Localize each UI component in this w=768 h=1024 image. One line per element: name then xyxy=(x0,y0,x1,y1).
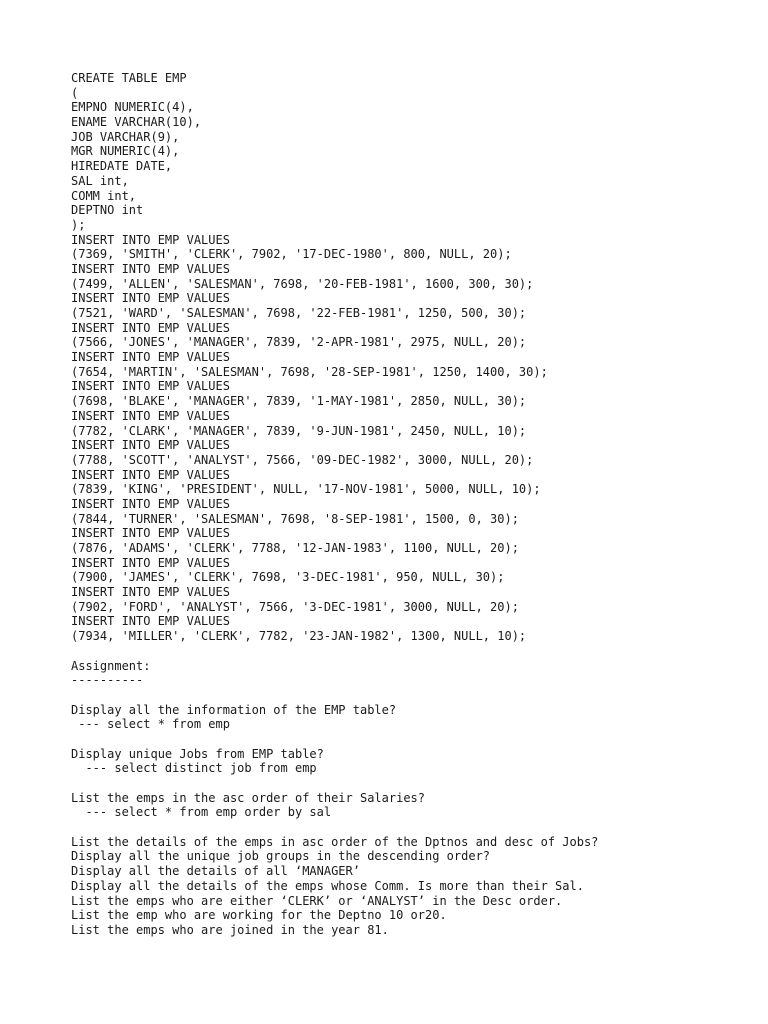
insert-line: INSERT INTO EMP VALUES xyxy=(71,379,230,394)
ddl-line: CREATE TABLE EMP xyxy=(71,71,187,85)
ddl-line: COMM int, xyxy=(71,188,137,203)
ddl-line: ENAME VARCHAR(10), xyxy=(71,115,202,130)
insert-line: INSERT INTO EMP VALUES xyxy=(71,261,230,276)
insert-statements xyxy=(71,233,751,644)
values-line: (7566, 'JONES', 'MANAGER', 7839, '2-APR-1981', 2975, NULL, 20); xyxy=(71,335,527,350)
insert-line: INSERT INTO EMP VALUES xyxy=(71,555,230,570)
create-table-statement xyxy=(71,71,751,233)
blank-line xyxy=(71,820,751,835)
ddl-line: ); xyxy=(71,217,86,232)
insert-line: INSERT INTO EMP VALUES xyxy=(71,526,230,541)
question-line: List the details of the emps in asc order of the Dptnos and desc of Jobs? xyxy=(71,834,599,849)
question-line: List the emps who are either ‘CLERK’ or ‘ANALYST’ in the Desc order. xyxy=(71,893,563,908)
insert-line: INSERT INTO EMP VALUES xyxy=(71,320,230,335)
ddl-line: SAL int, xyxy=(71,173,129,188)
values-line: (7788, 'SCOTT', 'ANALYST', 7566, '09-DEC-1982', 3000, NULL, 20); xyxy=(71,452,534,467)
question-3: List the emps in the asc order of their Salaries? xyxy=(71,790,426,805)
question-line: List the emps who are joined in the year 81. xyxy=(71,922,389,937)
blank-line xyxy=(71,776,751,791)
blank-line xyxy=(71,644,751,659)
ddl-line: DEPTNO int xyxy=(71,203,144,218)
answer-3: --- select * from emp order by sal xyxy=(71,805,332,820)
values-line: (7902, 'FORD', 'ANALYST', 7566, '3-DEC-1981', 3000, NULL, 20); xyxy=(71,599,519,614)
values-line: (7654, 'MARTIN', 'SALESMAN', 7698, '28-SEP-1981', 1250, 1400, 30); xyxy=(71,364,548,379)
assignment-section xyxy=(71,659,751,938)
values-line: (7521, 'WARD', 'SALESMAN', 7698, '22-FEB-1981', 1250, 500, 30); xyxy=(71,306,527,320)
blank-line xyxy=(71,688,751,703)
values-line: (7839, 'KING', 'PRESIDENT', NULL, '17-NOV-1981', 5000, NULL, 10); xyxy=(71,482,541,497)
question-line: Display all the details of the emps whose Comm. Is more than their Sal. xyxy=(71,878,584,893)
question-line: Display all the unique job groups in the descending order? xyxy=(71,849,491,864)
ddl-line: EMPNO NUMERIC(4), xyxy=(71,100,194,115)
ddl-line: ( xyxy=(71,85,79,100)
values-line: (7499, 'ALLEN', 'SALESMAN', 7698, '20-FEB-1981', 1600, 300, 30); xyxy=(71,276,534,291)
insert-line: INSERT INTO EMP VALUES xyxy=(71,350,230,365)
assignment-underline: ---------- xyxy=(71,673,144,688)
question-1: Display all the information of the EMP table? xyxy=(71,702,397,717)
question-line: Display all the details of all ‘MANAGER’ xyxy=(71,864,360,879)
values-line: (7900, 'JAMES', 'CLERK', 7698, '3-DEC-1981', 950, NULL, 30); xyxy=(71,570,505,585)
answer-1: --- select * from emp xyxy=(71,717,230,732)
values-line: (7844, 'TURNER', 'SALESMAN', 7698, '8-SEP-1981', 1500, 0, 30); xyxy=(71,511,519,526)
assignment-heading: Assignment: xyxy=(71,658,151,673)
values-line: (7698, 'BLAKE', 'MANAGER', 7839, '1-MAY-1981', 2850, NULL, 30); xyxy=(71,394,527,409)
insert-line: INSERT INTO EMP VALUES xyxy=(71,232,230,247)
insert-line: INSERT INTO EMP VALUES xyxy=(71,291,230,306)
values-line: (7934, 'MILLER', 'CLERK', 7782, '23-JAN-1982', 1300, NULL, 10); xyxy=(71,629,527,644)
values-line: (7876, 'ADAMS', 'CLERK', 7788, '12-JAN-1983', 1100, NULL, 20); xyxy=(71,541,519,555)
insert-line: INSERT INTO EMP VALUES xyxy=(71,585,230,600)
insert-line: INSERT INTO EMP VALUES xyxy=(71,408,230,423)
values-line: (7782, 'CLARK', 'MANAGER', 7839, '9-JUN-1981', 2450, NULL, 10); xyxy=(71,423,527,438)
document-page xyxy=(71,71,751,938)
answer-2: --- select distinct job from emp xyxy=(71,761,317,776)
question-2: Display unique Jobs from EMP table? xyxy=(71,746,324,761)
blank-line xyxy=(71,732,751,747)
insert-line: INSERT INTO EMP VALUES xyxy=(71,438,230,453)
insert-line: INSERT INTO EMP VALUES xyxy=(71,496,230,511)
ddl-line: JOB VARCHAR(9), xyxy=(71,129,180,144)
ddl-line: MGR NUMERIC(4), xyxy=(71,144,180,159)
question-line: List the emp who are working for the Deptno 10 or20. xyxy=(71,908,447,923)
insert-line: INSERT INTO EMP VALUES xyxy=(71,467,230,482)
values-line: (7369, 'SMITH', 'CLERK', 7902, '17-DEC-1980', 800, NULL, 20); xyxy=(71,247,512,262)
insert-line: INSERT INTO EMP VALUES xyxy=(71,614,230,629)
ddl-line: HIREDATE DATE, xyxy=(71,159,173,174)
